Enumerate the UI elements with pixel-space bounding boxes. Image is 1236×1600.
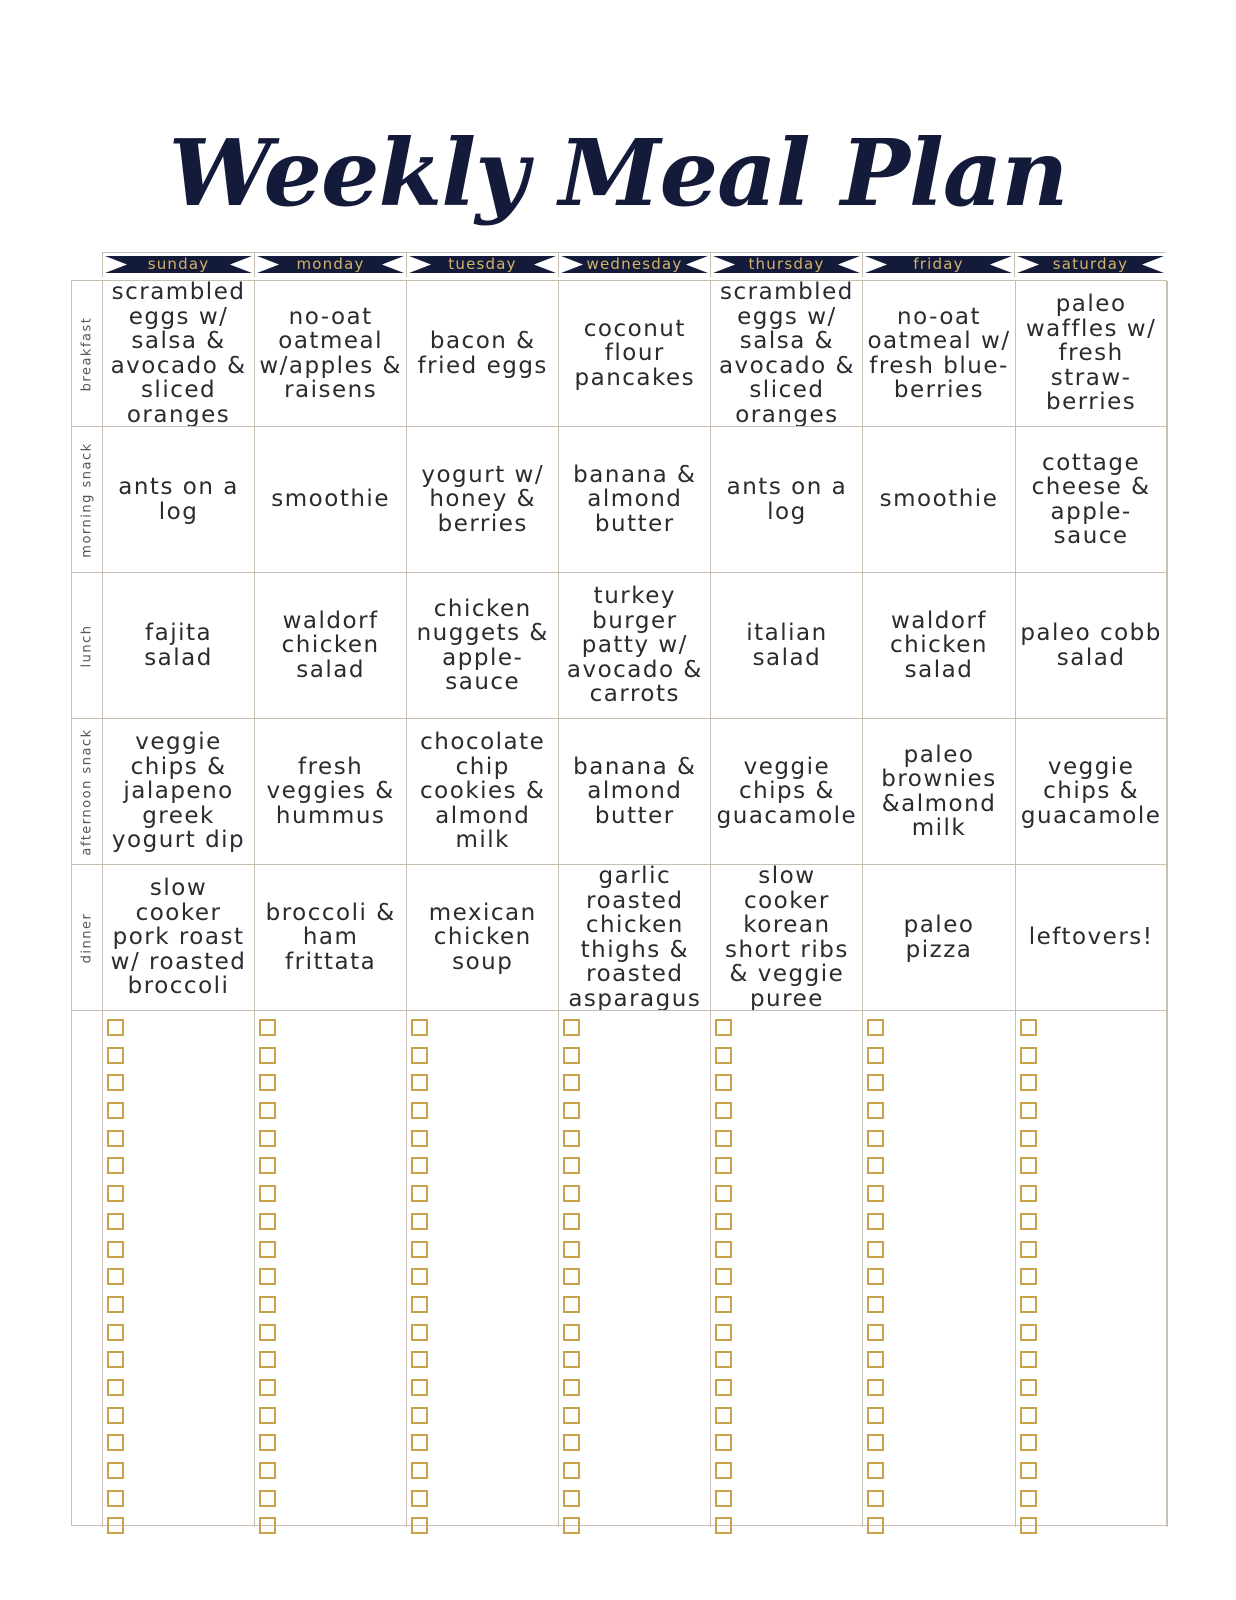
- checkbox[interactable]: [107, 1102, 124, 1119]
- checkbox[interactable]: [1020, 1407, 1037, 1424]
- checkbox[interactable]: [259, 1324, 276, 1341]
- checkbox[interactable]: [867, 1490, 884, 1507]
- checkbox[interactable]: [715, 1047, 732, 1064]
- checklist-column-sunday: [103, 1011, 255, 1527]
- checkbox[interactable]: [107, 1296, 124, 1313]
- meal-text: chicken nuggets & apple- sauce: [416, 595, 549, 695]
- checkbox[interactable]: [259, 1407, 276, 1424]
- meal-text: slow cooker pork roast w/ roasted broccoli: [110, 875, 247, 1000]
- checkbox[interactable]: [867, 1324, 884, 1341]
- meal-text: cottage cheese & apple- sauce: [1031, 449, 1151, 549]
- meal-cell: [255, 427, 407, 573]
- meal-text: broccoli & ham frittata: [265, 899, 396, 975]
- meal-text: ants on a log: [118, 474, 239, 525]
- checklist-column-friday: [863, 1011, 1015, 1527]
- checkbox[interactable]: [259, 1241, 276, 1258]
- checkbox[interactable]: [867, 1407, 884, 1424]
- checkbox[interactable]: [1020, 1019, 1037, 1036]
- meal-text: waldorf chicken salad: [890, 607, 989, 683]
- checkbox[interactable]: [563, 1019, 580, 1036]
- checkbox[interactable]: [867, 1268, 884, 1285]
- meal-cell: [103, 573, 255, 719]
- checkbox[interactable]: [107, 1268, 124, 1285]
- checkbox[interactable]: [715, 1324, 732, 1341]
- checkbox[interactable]: [1020, 1379, 1037, 1396]
- meal-text: italian salad: [746, 620, 828, 671]
- checkbox[interactable]: [563, 1434, 580, 1451]
- meal-cell: [559, 281, 711, 427]
- meal-cell: [863, 427, 1015, 573]
- checkbox[interactable]: [411, 1130, 428, 1147]
- checkbox[interactable]: [411, 1185, 428, 1202]
- meal-cell: [863, 719, 1015, 865]
- checkbox[interactable]: [867, 1102, 884, 1119]
- checkbox[interactable]: [411, 1434, 428, 1451]
- checkbox[interactable]: [867, 1213, 884, 1230]
- checkbox[interactable]: [259, 1434, 276, 1451]
- checkbox[interactable]: [411, 1517, 428, 1534]
- checkbox[interactable]: [107, 1157, 124, 1174]
- checkbox[interactable]: [563, 1462, 580, 1479]
- day-banner-friday: [862, 253, 1014, 277]
- checkbox[interactable]: [867, 1379, 884, 1396]
- checkbox[interactable]: [1020, 1241, 1037, 1258]
- checkbox[interactable]: [715, 1130, 732, 1147]
- checkbox[interactable]: [1020, 1102, 1037, 1119]
- checkbox[interactable]: [563, 1157, 580, 1174]
- meal-text: no-oat oatmeal w/ fresh blue- berries: [867, 303, 1011, 403]
- checkbox[interactable]: [715, 1019, 732, 1036]
- checkbox[interactable]: [259, 1462, 276, 1479]
- checkbox[interactable]: [1020, 1462, 1037, 1479]
- meal-text: turkey burger patty w/ avocado & carrots: [566, 583, 703, 708]
- checkbox[interactable]: [411, 1490, 428, 1507]
- meal-text: paleo pizza: [903, 912, 975, 963]
- checkbox[interactable]: [107, 1074, 124, 1091]
- checkbox[interactable]: [563, 1351, 580, 1368]
- meal-cell: [255, 281, 407, 427]
- row-label-text: lunch: [79, 624, 95, 667]
- checkbox[interactable]: [715, 1351, 732, 1368]
- checkbox[interactable]: [563, 1130, 580, 1147]
- meal-cell: [255, 573, 407, 719]
- checkbox[interactable]: [715, 1296, 732, 1313]
- checkbox[interactable]: [563, 1185, 580, 1202]
- meal-cell: [1016, 719, 1168, 865]
- row-label-morning-snack: [72, 427, 103, 573]
- checkbox[interactable]: [259, 1490, 276, 1507]
- checkbox[interactable]: [107, 1407, 124, 1424]
- checkbox[interactable]: [715, 1241, 732, 1258]
- checkbox[interactable]: [259, 1213, 276, 1230]
- day-label: friday: [913, 255, 964, 273]
- row-label-text: breakfast: [79, 316, 95, 391]
- meal-text: veggie chips & guacamole: [716, 753, 858, 829]
- checkbox[interactable]: [259, 1517, 276, 1534]
- checkbox[interactable]: [1020, 1074, 1037, 1091]
- checklist-column-monday: [255, 1011, 407, 1527]
- checkbox[interactable]: [107, 1379, 124, 1396]
- meal-text: garlic roasted chicken thighs & roasted asparagus: [568, 865, 702, 1011]
- meal-cell: [1016, 427, 1168, 573]
- checkbox[interactable]: [563, 1213, 580, 1230]
- checkbox[interactable]: [563, 1490, 580, 1507]
- checkbox[interactable]: [107, 1130, 124, 1147]
- meal-cell: [711, 865, 863, 1011]
- meal-cell: [559, 719, 711, 865]
- day-banner-wednesday: [558, 253, 710, 277]
- meal-plan-grid: [71, 280, 1167, 1526]
- checkbox[interactable]: [259, 1296, 276, 1313]
- meal-cell: [863, 281, 1015, 427]
- checkbox[interactable]: [107, 1517, 124, 1534]
- checkbox[interactable]: [867, 1185, 884, 1202]
- day-banner-tuesday: [406, 253, 558, 277]
- checkbox[interactable]: [411, 1324, 428, 1341]
- day-label: tuesday: [448, 255, 517, 273]
- meal-cell: [1016, 865, 1168, 1011]
- meal-cell: [103, 427, 255, 573]
- checkbox[interactable]: [563, 1379, 580, 1396]
- checkbox[interactable]: [1020, 1047, 1037, 1064]
- checkbox[interactable]: [563, 1102, 580, 1119]
- meal-text: bacon & fried eggs: [417, 328, 548, 379]
- checkbox[interactable]: [563, 1047, 580, 1064]
- meal-cell: [255, 719, 407, 865]
- meal-text: smoothie: [879, 486, 999, 513]
- meal-text: scrambled eggs w/ salsa & avocado & sliced oranges: [110, 281, 247, 427]
- meal-cell: [407, 281, 559, 427]
- meal-cell: [559, 573, 711, 719]
- checkbox[interactable]: [107, 1241, 124, 1258]
- row-label-text: afternoon snack: [79, 727, 95, 856]
- meal-cell: [711, 427, 863, 573]
- checkbox[interactable]: [715, 1157, 732, 1174]
- checkbox[interactable]: [867, 1157, 884, 1174]
- checkbox[interactable]: [411, 1241, 428, 1258]
- checkbox[interactable]: [259, 1102, 276, 1119]
- checkbox[interactable]: [411, 1019, 428, 1036]
- meal-text: slow cooker korean short ribs & veggie puree: [724, 865, 849, 1011]
- checkbox[interactable]: [107, 1213, 124, 1230]
- checkbox[interactable]: [107, 1434, 124, 1451]
- checkbox[interactable]: [867, 1047, 884, 1064]
- meal-text: coconut flour pancakes: [574, 315, 696, 391]
- row-label-afternoon-snack: [72, 719, 103, 865]
- checkbox[interactable]: [411, 1268, 428, 1285]
- meal-text: banana & almond butter: [573, 461, 697, 537]
- checkbox[interactable]: [1020, 1490, 1037, 1507]
- checkbox[interactable]: [1020, 1185, 1037, 1202]
- checkbox[interactable]: [715, 1517, 732, 1534]
- meal-text: no-oat oatmeal w/apples & raisens: [259, 303, 402, 403]
- meal-text: paleo waffles w/ fresh straw- berries: [1025, 291, 1157, 416]
- checkbox[interactable]: [563, 1407, 580, 1424]
- checkbox[interactable]: [259, 1130, 276, 1147]
- checkbox[interactable]: [259, 1379, 276, 1396]
- meal-cell: [407, 573, 559, 719]
- checkbox[interactable]: [563, 1517, 580, 1534]
- meal-cell: [559, 865, 711, 1011]
- checkbox[interactable]: [1020, 1517, 1037, 1534]
- day-label: thursday: [748, 255, 825, 273]
- checkbox[interactable]: [411, 1462, 428, 1479]
- meal-cell: [103, 865, 255, 1011]
- checkbox[interactable]: [411, 1102, 428, 1119]
- checkbox[interactable]: [715, 1102, 732, 1119]
- checkbox[interactable]: [259, 1185, 276, 1202]
- checkbox[interactable]: [259, 1351, 276, 1368]
- checkbox[interactable]: [715, 1268, 732, 1285]
- checkbox[interactable]: [259, 1074, 276, 1091]
- checklist-column-saturday: [1016, 1011, 1168, 1527]
- checklist-label-spacer: [72, 1011, 103, 1527]
- meal-text: veggie chips & jalapeno greek yogurt dip: [111, 729, 246, 854]
- checkbox[interactable]: [715, 1407, 732, 1424]
- checkbox[interactable]: [715, 1379, 732, 1396]
- checkbox[interactable]: [867, 1130, 884, 1147]
- day-label: sunday: [147, 255, 210, 273]
- meal-text: veggie chips & guacamole: [1020, 753, 1162, 829]
- checkbox[interactable]: [411, 1407, 428, 1424]
- row-label-lunch: [72, 573, 103, 719]
- checkbox[interactable]: [1020, 1213, 1037, 1230]
- checkbox[interactable]: [563, 1074, 580, 1091]
- meal-cell: [407, 719, 559, 865]
- checkbox[interactable]: [259, 1268, 276, 1285]
- meal-text: yogurt w/ honey & berries: [421, 461, 545, 537]
- meal-text: paleo brownies &almond milk: [881, 741, 997, 841]
- day-label: monday: [296, 255, 365, 273]
- meal-cell: [103, 281, 255, 427]
- checkbox[interactable]: [411, 1074, 428, 1091]
- meal-text: smoothie: [271, 486, 390, 513]
- meal-text: fresh veggies & hummus: [266, 753, 395, 829]
- row-label-text: dinner: [79, 912, 95, 963]
- meal-cell: [103, 719, 255, 865]
- checkbox[interactable]: [563, 1296, 580, 1313]
- checkbox[interactable]: [411, 1157, 428, 1174]
- checkbox[interactable]: [107, 1019, 124, 1036]
- checkbox[interactable]: [563, 1241, 580, 1258]
- checkbox[interactable]: [1020, 1434, 1037, 1451]
- meal-text: leftovers!: [1028, 924, 1154, 951]
- checkbox[interactable]: [1020, 1268, 1037, 1285]
- checkbox[interactable]: [867, 1241, 884, 1258]
- meal-cell: [559, 427, 711, 573]
- checkbox[interactable]: [1020, 1157, 1037, 1174]
- checkbox[interactable]: [867, 1074, 884, 1091]
- meal-text: ants on a log: [726, 474, 848, 525]
- meal-text: banana & almond butter: [573, 753, 697, 829]
- checklist-column-thursday: [711, 1011, 863, 1527]
- day-label: saturday: [1052, 255, 1129, 273]
- meal-text: paleo cobb salad: [1020, 620, 1162, 671]
- checkbox[interactable]: [1020, 1130, 1037, 1147]
- meal-cell: [863, 573, 1015, 719]
- checkbox[interactable]: [107, 1462, 124, 1479]
- meal-text: fajita salad: [144, 620, 213, 671]
- meal-text: waldorf chicken salad: [281, 607, 380, 683]
- row-label-text: morning snack: [79, 441, 95, 558]
- checkbox[interactable]: [867, 1517, 884, 1534]
- row-label-breakfast: [72, 281, 103, 427]
- checkbox[interactable]: [715, 1213, 732, 1230]
- checkbox[interactable]: [1020, 1324, 1037, 1341]
- checkbox[interactable]: [563, 1324, 580, 1341]
- checkbox[interactable]: [107, 1185, 124, 1202]
- meal-cell: [711, 281, 863, 427]
- meal-cell: [407, 427, 559, 573]
- checkbox[interactable]: [867, 1019, 884, 1036]
- checkbox[interactable]: [107, 1490, 124, 1507]
- checkbox[interactable]: [259, 1019, 276, 1036]
- checkbox[interactable]: [563, 1268, 580, 1285]
- checkbox[interactable]: [411, 1296, 428, 1313]
- meal-text: chocolate chip cookies & almond milk: [420, 729, 546, 854]
- day-banner-saturday: [1014, 253, 1166, 277]
- day-banner-thursday: [710, 253, 862, 277]
- checkbox[interactable]: [259, 1047, 276, 1064]
- checkbox[interactable]: [867, 1434, 884, 1451]
- checkbox[interactable]: [107, 1324, 124, 1341]
- checkbox[interactable]: [715, 1462, 732, 1479]
- checkbox[interactable]: [411, 1047, 428, 1064]
- checkbox[interactable]: [1020, 1296, 1037, 1313]
- meal-cell: [863, 865, 1015, 1011]
- checkbox[interactable]: [411, 1351, 428, 1368]
- meal-cell: [711, 719, 863, 865]
- day-banner-monday: [254, 253, 406, 277]
- checkbox[interactable]: [715, 1074, 732, 1091]
- checklist-column-wednesday: [559, 1011, 711, 1527]
- checkbox[interactable]: [867, 1296, 884, 1313]
- row-label-dinner: [72, 865, 103, 1011]
- checkbox[interactable]: [715, 1185, 732, 1202]
- page-title: Weekly Meal Plan: [168, 119, 1068, 227]
- meal-cell: [407, 865, 559, 1011]
- day-label: wednesday: [586, 255, 683, 273]
- meal-text: mexican chicken soup: [428, 899, 537, 975]
- checkbox[interactable]: [411, 1213, 428, 1230]
- checkbox[interactable]: [1020, 1351, 1037, 1368]
- checkbox[interactable]: [107, 1047, 124, 1064]
- checkbox[interactable]: [867, 1351, 884, 1368]
- checkbox[interactable]: [107, 1351, 124, 1368]
- checklist-column-tuesday: [407, 1011, 559, 1527]
- checkbox[interactable]: [411, 1379, 428, 1396]
- meal-cell: [1016, 573, 1168, 719]
- checkbox[interactable]: [715, 1434, 732, 1451]
- day-header-row: [102, 252, 1166, 277]
- meal-cell: [711, 573, 863, 719]
- checkbox[interactable]: [259, 1157, 276, 1174]
- meal-text: scrambled eggs w/ salsa & avocado & sliced oranges: [718, 281, 855, 427]
- meal-cell: [255, 865, 407, 1011]
- meal-cell: [1016, 281, 1168, 427]
- day-banner-sunday: [102, 253, 254, 277]
- checkbox[interactable]: [715, 1490, 732, 1507]
- checkbox[interactable]: [867, 1462, 884, 1479]
